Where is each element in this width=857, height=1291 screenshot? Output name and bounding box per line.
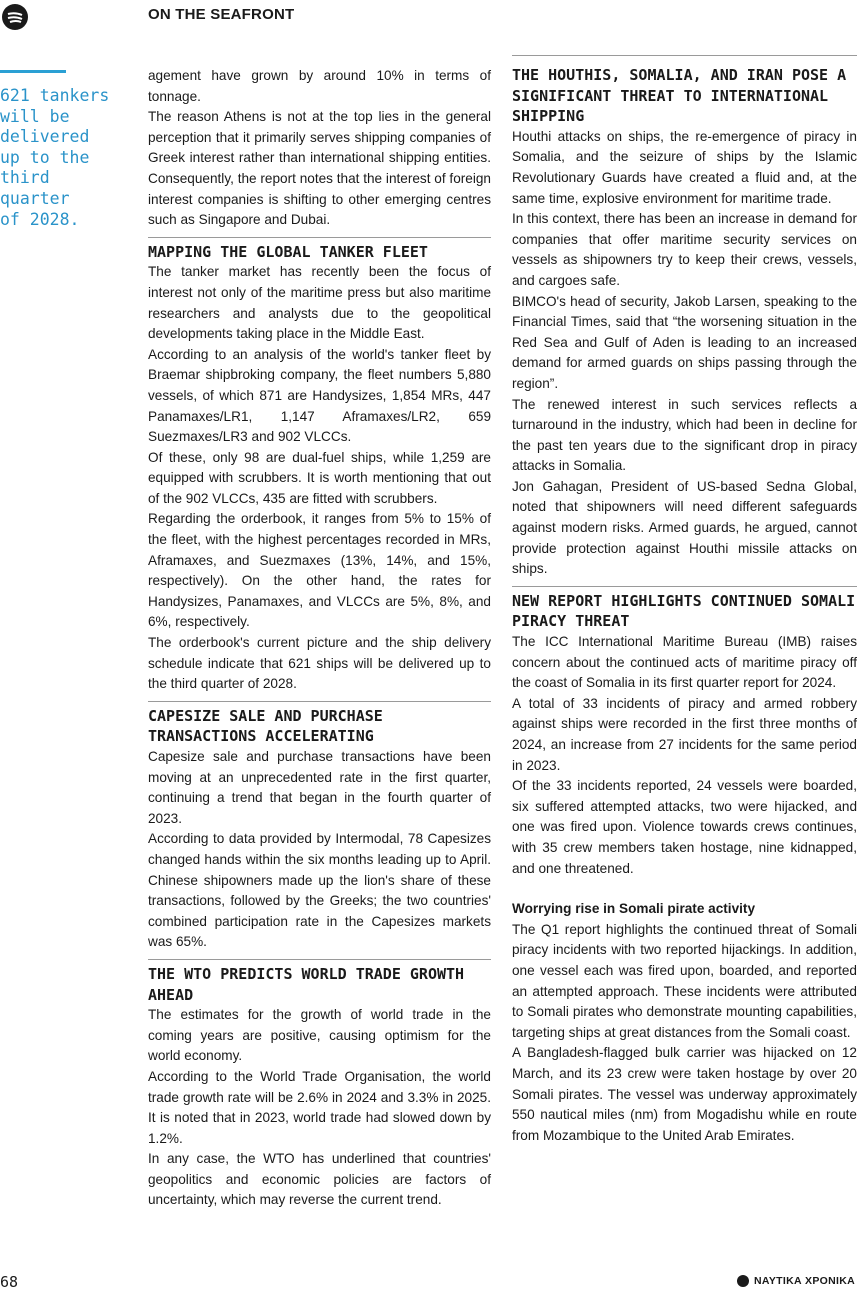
heading-tanker-fleet: MAPPING THE GLOBAL TANKER FLEET [148,242,428,261]
publication-logo-icon [2,4,28,30]
paragraph: Jon Gahagan, President of US-based Sedna Global, noted that shipowners will need different safeguards against modern risks. Armed guards, he argued, cannot provide protection against Houthi missile attacks on ships. [512,478,857,577]
paragraph: The estimates for the growth of world trade in the coming years are positive, causing optimism for the world economy. [148,1007,491,1064]
paragraph: The renewed interest in such services reflects a turnaround in the industry, which had been in decline for the past ten years due to the significant drop in piracy attacks in Somalia. [512,396,857,474]
paragraph: Of these, only 98 are dual-fuel ships, while 1,259 are equipped with scrubbers. It is worth mentioning that out of the 902 VLCCs, 435 are fitted with scrubbers. [148,449,491,506]
paragraph: A total of 33 incidents of piracy and armed robbery against ships were recorded in the first three months of 2024, an increase from 27 incidents for the same period in 2023. [512,695,857,773]
paragraph: In any case, the WTO has underlined that countries' geopolitics and economic policies are factors of uncertainty, which may reverse the current trend. [148,1151,491,1208]
heading-wto: THE WTO PREDICTS WORLD TRADE GROWTH AHEAD [148,964,465,1004]
heading-piracy-report: NEW REPORT HIGHLIGHTS CONTINUED SOMALI PIRACY THREAT [512,591,856,631]
paragraph: The ICC International Maritime Bureau (IMB) raises concern about the continued acts of maritime piracy off the coast of Somalia in its first quarter report for 2024. [512,634,857,691]
paragraph: Houthi attacks on ships, the re-emergence of piracy in Somalia, and the seizure of ships by the Islamic Revolutionary Guards have created a fluid and, at the same time, explosive environment for maritime trade. [512,128,857,206]
paragraph: agement have grown by around 10% in terms of tonnage. [148,68,491,104]
article-column-right [512,55,857,1146]
paragraph: According to the World Trade Organisation, the world trade growth rate will be 2.6% in 2024 and 3.3% in 2025. It is noted that in 2023, world trade had slowed down by 1.2%. [148,1068,491,1146]
paragraph: The orderbook's current picture and the ship delivery schedule indicate that 621 ships will be delivered up to the third quarter of 2028. [148,635,491,692]
pull-quote: 621 tankers will be delivered up to the third quarter of 2028. [0,86,110,229]
paragraph: The reason Athens is not at the top lies in the general perception that it primarily serves shipping companies of Greek interest rather than international shipping entities. Consequently, the report notes that the interest of foreign interest companies is shifting to other emerging centres such as Singapore and Dubai. [148,109,491,228]
paragraph: Capesize sale and purchase transactions have been moving at an unprecedented rate in the first quarter, continuing a trend that began in the fourth quarter of 2023. [148,749,491,826]
paragraph: According to data provided by Intermodal, 78 Capesizes changed hands within the six months leading up to April. Chinese shipowners made up the lion's share of these transactions, followed by the Greeks; the two countries' combined participation rate in the Capesizes markets was 65%. [148,831,491,950]
paragraph: Regarding the orderbook, it ranges from 5% to 15% of the fleet, with the highest percentages recorded in MRs, Aframaxes, and Suezmaxes (13%, 14%, and 15%, respectively). On the other hand, the rates for Handysizes, Panamaxes, and VLCCs are 5%, 8%, and 6%, respectively. [148,511,491,630]
paragraph: The Q1 report highlights the continued threat of Somali piracy incidents with two reported hijackings. In addition, one vessel each was fired upon, boarded, and reported an attempted approach. These incidents were attributed to Somali pirates who demonstrate mounting capabilities, targeting ships at great distances from the Somali coast. [512,921,857,1040]
subheading-pirate-activity: Worrying rise in Somali pirate activity [512,901,756,917]
paragraph: The tanker market has recently been the focus of interest not only of the maritime press but also maritime researchers and analysts due to the geopolitical developments taking place in the Middle East. [148,264,491,342]
section-title: ON THE SEAFRONT [148,6,295,23]
paragraph: According to an analysis of the world's tanker fleet by Braemar shipbroking company, the fleet numbers 5,880 vessels, of which 871 are Handysizes, 1,854 MRs, 447 Panamaxes/LR1, 1,147 Aframaxes/LR2, 659 Suezmaxes/LR3 and 902 VLCCs. [148,346,491,445]
paragraph: A Bangladesh-flagged bulk carrier was hijacked on 12 March, and its 23 crew were taken hostage by over 20 Somali pirates. The vessel was underway approximately 550 nautical miles (nm) from Mogadishu while en route from Mozambique to the United Arab Emirates. [512,1045,857,1143]
heading-capesize: CAPESIZE SALE AND PURCHASE TRANSACTIONS ACCELERATING [148,706,383,746]
brand-logo-icon [737,1275,749,1287]
heading-houthis: THE HOUTHIS, SOMALIA, AND IRAN POSE A SIGNIFICANT THREAT TO INTERNATIONAL SHIPPING [512,66,847,126]
paragraph: Of the 33 incidents reported, 24 vessels were boarded, six suffered attempted attacks, two were hijacked, and one was fired upon. Violence towards crews continues, with 35 crew members taken hostage, nine kidnapped, and one threatened. [512,778,857,876]
footer-brand [737,1275,855,1287]
page-number: 68 [0,1273,19,1291]
brand-name: ΝΑΥΤΙΚΑ ΧΡΟΝΙΚΑ [754,1275,855,1287]
pull-quote-accent-bar [0,70,66,73]
article-column-left [148,66,491,1211]
paragraph: BIMCO's head of security, Jakob Larsen, speaking to the Financial Times, said that “the worsening situation in the Red Sea and Gulf of Aden is leading to an increased demand for armed guards on ships passing through the region”. [512,293,857,391]
paragraph: In this context, there has been an increase in demand for companies that offer maritime security services on vessels as shipowners try to keep their crews, vessels, and cargoes safe. [512,211,857,288]
